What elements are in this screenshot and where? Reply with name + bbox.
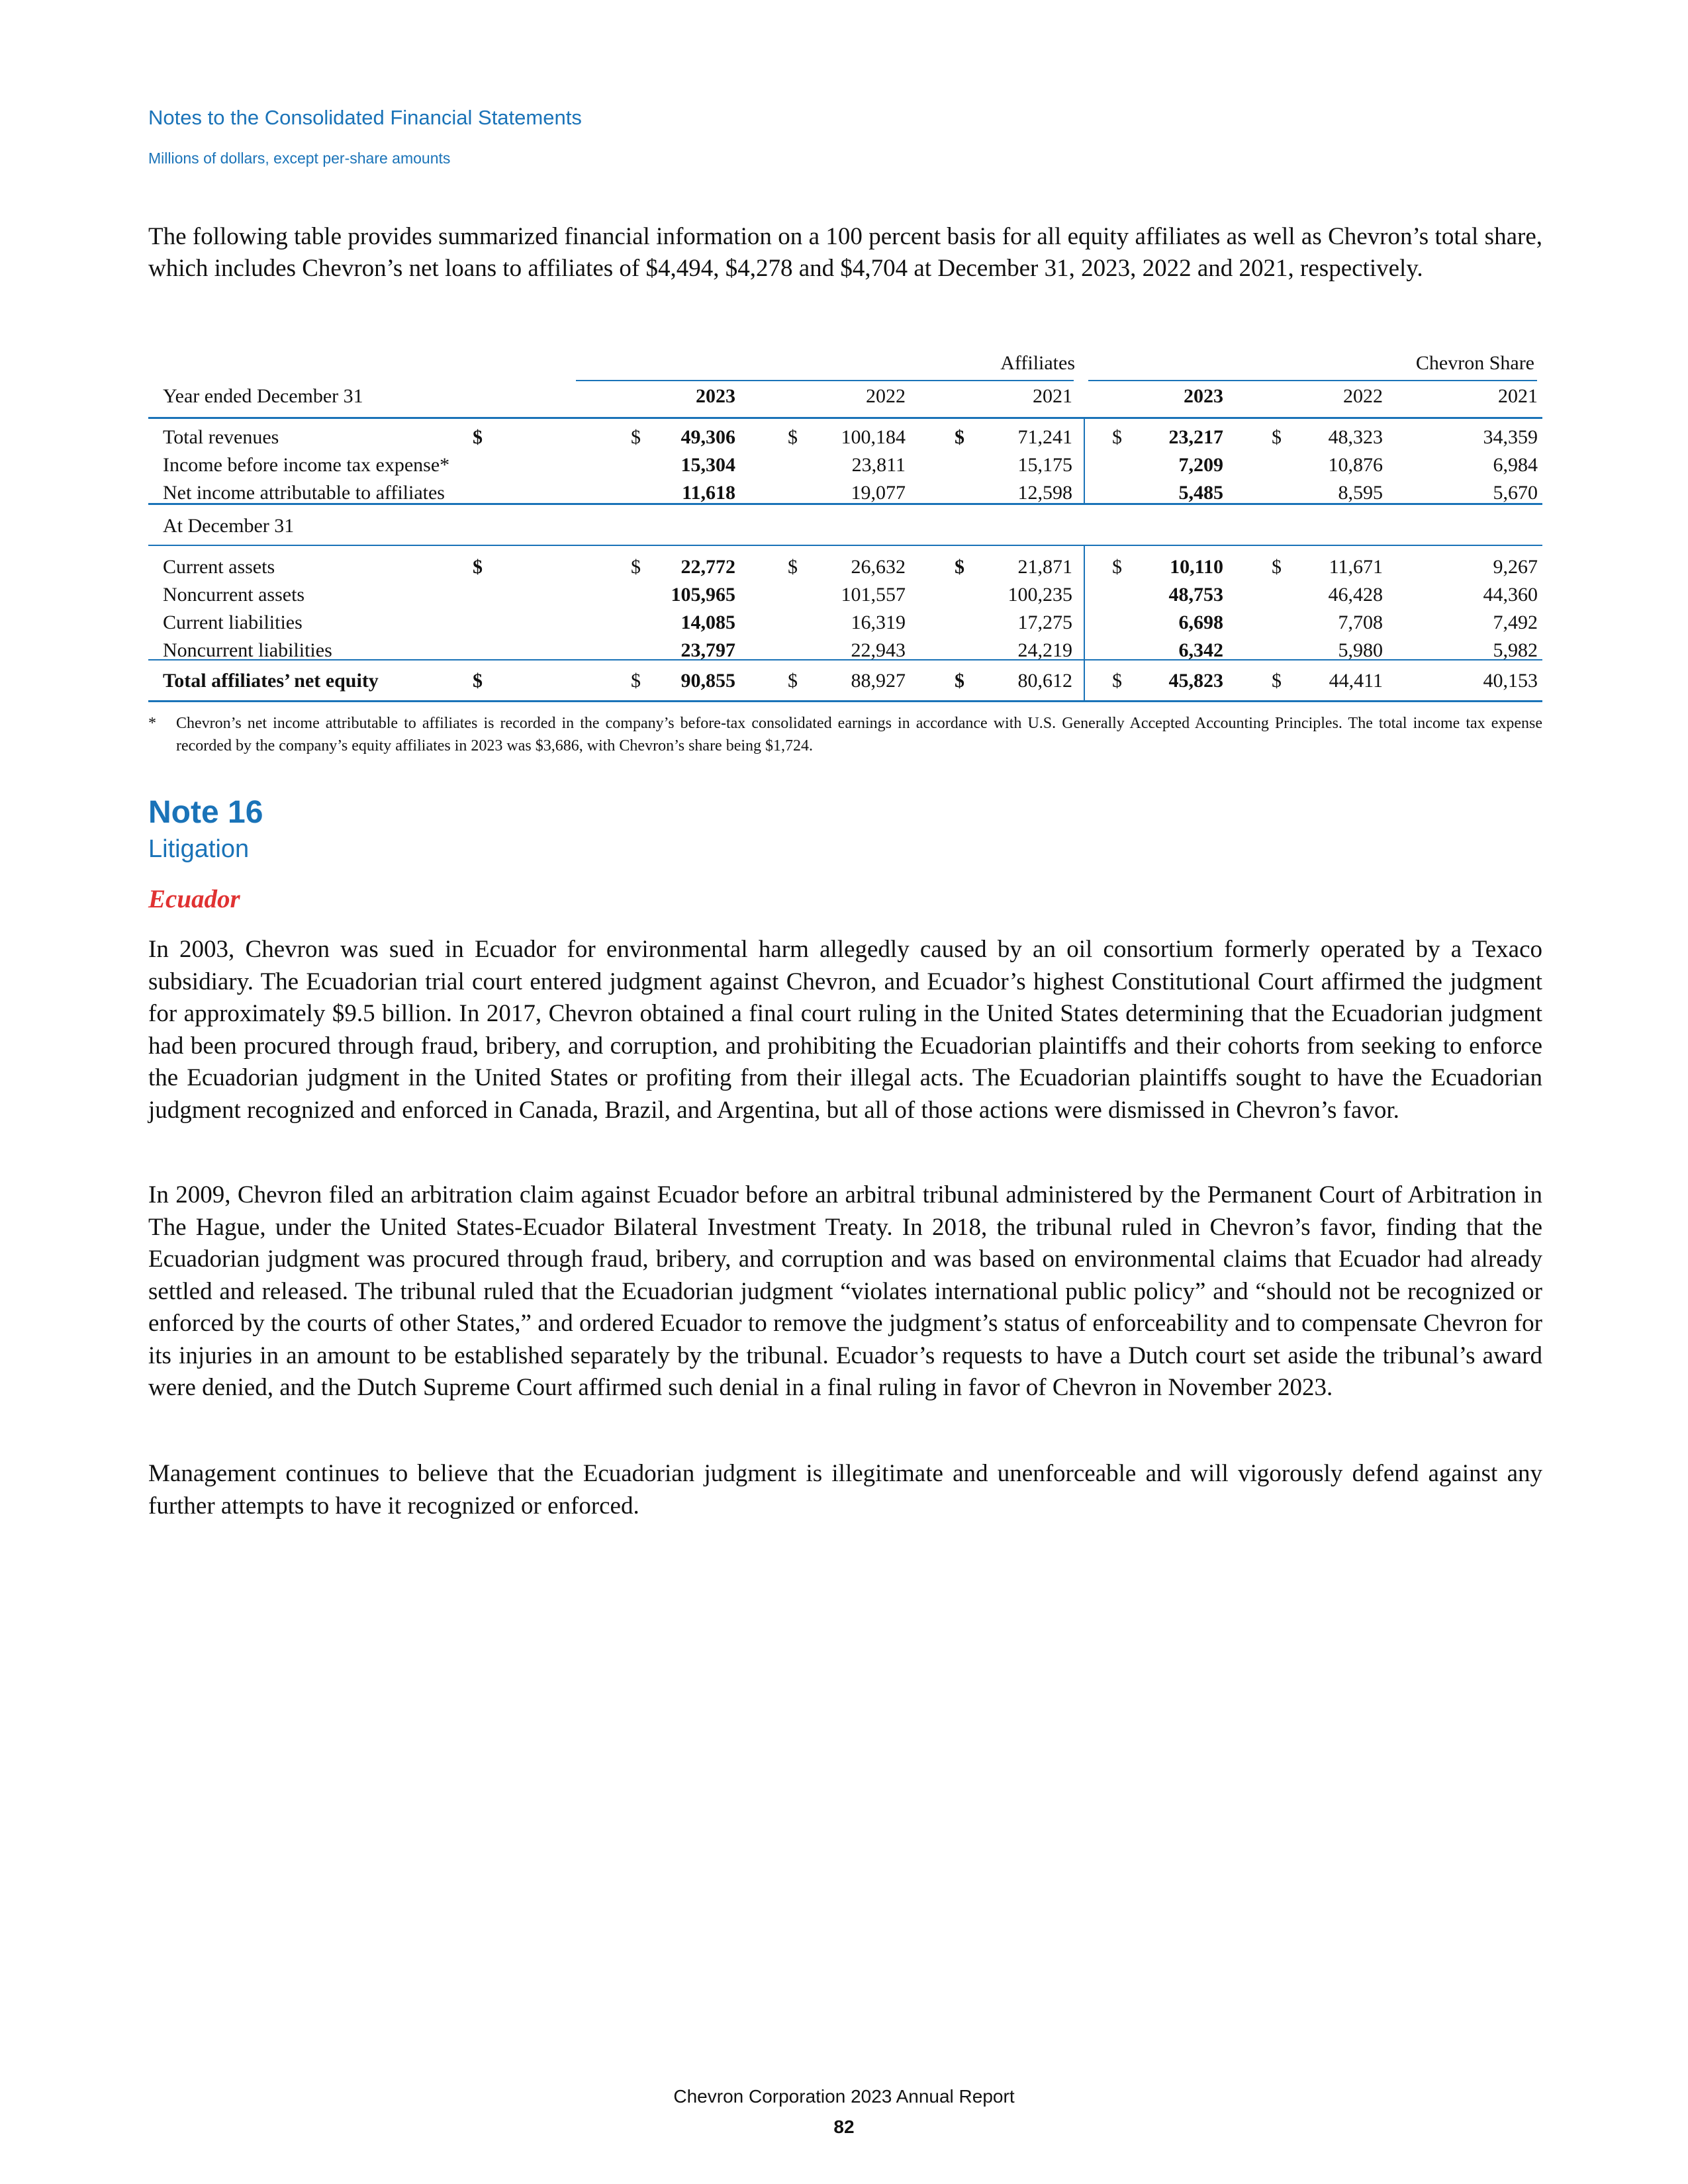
table-cell: 10,110 [1170, 556, 1223, 578]
table-row [148, 667, 1542, 695]
table-cell: 19,077 [851, 482, 906, 504]
table-cell: 11,618 [682, 482, 735, 504]
table-cell: 12,598 [1017, 482, 1072, 504]
footnote-text: Chevron’s net income attributable to affiliates is recorded in the company’s before-tax consolidated earnings in accordance with U.S. Generally Accepted Accounting Principles. The total income tax expense recorded by the company’s equity affiliates in 2023 was $3,686, with Chevron’s share being $1,724. [176, 715, 1542, 754]
table-cell: 7,708 [1338, 612, 1383, 633]
section-divider-bottom [148, 545, 1542, 546]
table-cell: 105,965 [671, 584, 735, 606]
table-cell: 17,275 [1017, 612, 1072, 633]
table-cell: 45,823 [1168, 670, 1223, 692]
chevron-share-group-header: Chevron Share [1415, 352, 1534, 374]
table-row [148, 581, 1542, 609]
table-cell: 44,360 [1483, 584, 1538, 606]
total-rule-bottom [148, 700, 1542, 702]
currency-symbol: $ [1112, 556, 1122, 578]
currency-symbol: $ [473, 426, 483, 448]
table-cell: 100,184 [841, 426, 906, 448]
row-label: Current liabilities [163, 612, 303, 633]
table-cell: 16,319 [851, 612, 906, 633]
currency-symbol: $ [1272, 670, 1282, 692]
currency-symbol: $ [788, 670, 798, 692]
table-cell: 49,306 [680, 426, 735, 448]
footer-report-title: Chevron Corporation 2023 Annual Report [673, 2086, 1015, 2107]
note-title-heading: Litigation [148, 835, 250, 863]
currency-symbol: $ [788, 556, 798, 578]
table-cell: 23,811 [851, 454, 906, 476]
table-cell: 6,984 [1493, 454, 1538, 476]
currency-symbol: $ [955, 670, 964, 692]
table-cell: 40,153 [1483, 670, 1538, 692]
table-cell: 15,304 [680, 454, 735, 476]
currency-symbol: $ [631, 426, 641, 448]
year-header-chevron-2023: 2023 [1184, 385, 1223, 407]
table-cell: 23,797 [680, 639, 735, 661]
currency-symbol: $ [1272, 426, 1282, 448]
table-cell: 6,698 [1178, 612, 1223, 633]
table-cell: 15,175 [1017, 454, 1072, 476]
table-cell: 23,217 [1168, 426, 1223, 448]
currency-symbol: $ [955, 556, 964, 578]
note-number-heading: Note 16 [148, 795, 263, 830]
table-row [148, 637, 1542, 664]
table-row [148, 451, 1542, 479]
table-cell: 5,670 [1493, 482, 1538, 504]
table-cell: 101,557 [841, 584, 906, 606]
footnote-marker: * [148, 715, 156, 732]
chevron-header-rule [1088, 380, 1537, 381]
currency-symbol: $ [955, 426, 964, 448]
affiliates-group-header: Affiliates [1000, 352, 1075, 374]
currency-symbol: $ [631, 670, 641, 692]
table-cell: 22,943 [851, 639, 906, 661]
row-label: Noncurrent liabilities [163, 639, 332, 661]
row-label: Income before income tax expense* [163, 454, 450, 476]
row-label: Net income attributable to affiliates [163, 482, 445, 504]
table-row [148, 424, 1542, 451]
row-label: Current assets [163, 556, 275, 578]
table-cell: 46,428 [1328, 584, 1383, 606]
intro-paragraph: The following table provides summarized financial information on a 100 percent basis for all equity affiliates as well as Chevron’s total share, which includes Chevron’s net loans to affiliates of $4,494, $4,278 and $4,704 at December 31, 2023, 2022 and 2021, respectively. [148, 223, 1542, 282]
section-heading-ecuador: Ecuador [148, 885, 240, 913]
year-header-row [148, 383, 1542, 410]
table-cell: 7,492 [1493, 612, 1538, 633]
table-cell: 5,982 [1493, 639, 1538, 661]
table-cell: 48,753 [1168, 584, 1223, 606]
table-cell: 5,980 [1338, 639, 1383, 661]
table-cell: 21,871 [1017, 556, 1072, 578]
year-header-chevron-2021: 2021 [1498, 385, 1538, 407]
table-cell: 88,927 [851, 670, 906, 692]
table-cell: 34,359 [1483, 426, 1538, 448]
row-label: Noncurrent assets [163, 584, 305, 606]
currency-symbol: $ [1112, 670, 1122, 692]
year-header-label: Year ended December 31 [163, 385, 363, 407]
row-label: Total revenues [163, 426, 279, 448]
year-header-affiliates-2023: 2023 [696, 385, 735, 407]
page-header-title: Notes to the Consolidated Financial Statements [148, 106, 582, 129]
table-cell: 7,209 [1178, 454, 1223, 476]
currency-symbol: $ [788, 426, 798, 448]
currency-symbol: $ [1112, 426, 1122, 448]
table-cell: 10,876 [1328, 454, 1383, 476]
table-cell: 48,323 [1328, 426, 1383, 448]
section-label-row [148, 512, 1542, 540]
table-cell: 80,612 [1017, 670, 1072, 692]
currency-symbol: $ [1272, 556, 1282, 578]
table-cell: 100,235 [1008, 584, 1072, 606]
table-header-rule [148, 417, 1542, 419]
litigation-paragraph-2: In 2009, Chevron filed an arbitration claim against Ecuador before an arbitral tribunal administered by the Permanent Court of Arbitration in The Hague, under the United States-Ecuador Bilateral Investment Treaty. In 2018, the tribunal ruled in Chevron’s favor, finding that the Ecuadorian judgment was procured through fraud, bribery, and corruption and was based on environmental claims that Ecuador had already settled and released. The tribunal ruled that the Ecuadorian judgment “violates international public policy” and “should not be recognized or enforced by the courts of other States,” and ordered Ecuador to remove the judgment’s status of enforceability and to compensate Chevron for its injuries in an amount to be established separately by the tribunal. Ecuador’s requests to have a Dutch court set aside the tribunal’s award were denied, and the Dutch Supreme Court affirmed such denial in a final ruling in favor of Chevron in November 2023. [148, 1181, 1542, 1401]
table-cell: 22,772 [680, 556, 735, 578]
table-row [148, 609, 1542, 637]
table-row [148, 479, 1542, 507]
table-cell: 14,085 [680, 612, 735, 633]
table-cell: 44,411 [1329, 670, 1383, 692]
table-cell: 6,342 [1178, 639, 1223, 661]
currency-symbol: $ [473, 670, 483, 692]
year-header-chevron-2022: 2022 [1343, 385, 1383, 407]
affiliates-header-rule [576, 380, 1074, 381]
table-cell: 8,595 [1338, 482, 1383, 504]
year-header-affiliates-2022: 2022 [866, 385, 906, 407]
litigation-paragraph-3: Management continues to believe that the Ecuadorian judgment is illegitimate and unenforceable and will vigorously defend against any further attempts to have it recognized or enforced. [148, 1460, 1542, 1520]
table-cell: 5,485 [1178, 482, 1223, 504]
footer-page-number: 82 [833, 2116, 855, 2137]
table-cell: 9,267 [1493, 556, 1538, 578]
table-footnote [148, 712, 1542, 757]
currency-symbol: $ [473, 556, 483, 578]
table-cell: 11,671 [1329, 556, 1383, 578]
year-header-affiliates-2021: 2021 [1033, 385, 1072, 407]
litigation-paragraph-1: In 2003, Chevron was sued in Ecuador for environmental harm allegedly caused by an oil consortium formerly operated by a Texaco subsidiary. The Ecuadorian trial court entered judgment against Chevron, and Ecuador’s highest Constitutional Court affirmed the judgment for approximately $9.5 billion. In 2017, Chevron obtained a final court ruling in the United States determining that the Ecuadorian judgment had been procured through fraud, bribery, and corruption, and prohibiting the Ecuadorian plaintiffs and their cohorts from seeking to enforce the Ecuadorian judgment in the United States or profiting from their illegal acts. The Ecuadorian plaintiffs sought to have the Ecuadorian judgment recognized and enforced in Canada, Brazil, and Argentina, but all of those actions were dismissed in Chevron’s favor. [148, 936, 1542, 1124]
section-label: At December 31 [163, 515, 295, 537]
table-row [148, 553, 1542, 581]
table-cell: 24,219 [1017, 639, 1072, 661]
table-cell: 71,241 [1017, 426, 1072, 448]
row-label: Total affiliates’ net equity [163, 670, 379, 692]
table-cell: 90,855 [680, 670, 735, 692]
currency-symbol: $ [631, 556, 641, 578]
table-cell: 26,632 [851, 556, 906, 578]
page-header-subtitle: Millions of dollars, except per-share amounts [148, 150, 451, 167]
